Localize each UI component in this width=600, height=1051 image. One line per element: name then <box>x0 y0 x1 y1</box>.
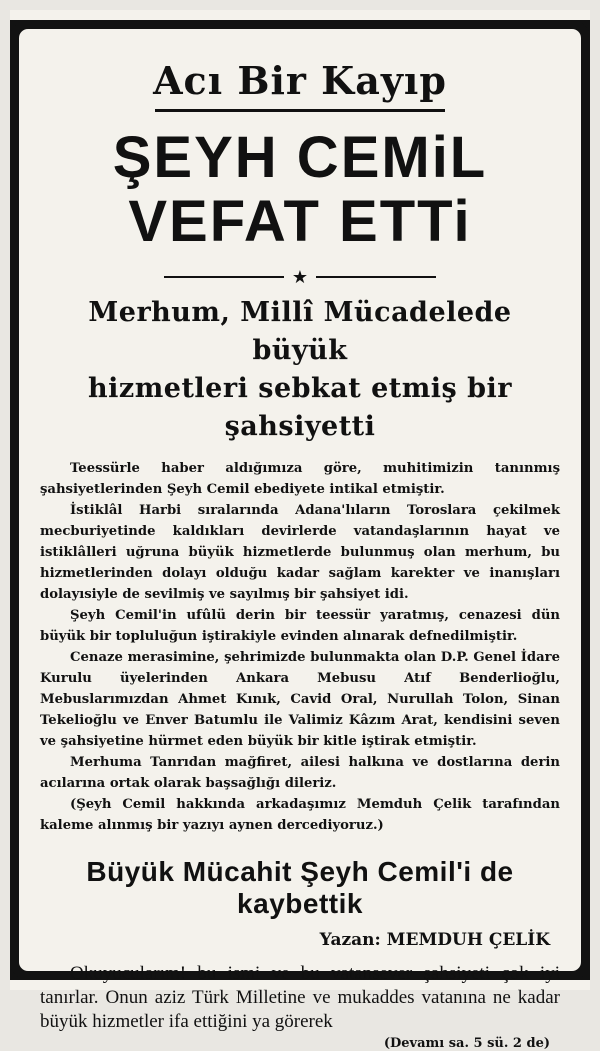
kicker-underline <box>155 109 445 112</box>
paragraph: Şeyh Cemil'in ufûlü derin bir teessür yaratmış, cenazesi dün büyük bir topluluğun iştirakiyle evinden alınarak defnedilmiştir. <box>40 608 560 644</box>
continuation-note: (Devamı sa. 5 sü. 2 de) <box>383 1036 550 1051</box>
byline: Yazan: MEMDUH ÇELİK <box>319 930 550 950</box>
divider-line <box>164 276 284 278</box>
border-right <box>581 28 590 972</box>
kicker: Acı Bir Kayıp <box>153 58 447 103</box>
headline <box>40 126 560 254</box>
article-body <box>40 458 560 836</box>
border-left <box>10 28 19 972</box>
star-icon: ★ <box>291 267 309 287</box>
second-article-body <box>40 962 560 1034</box>
paragraph: Teessürle haber aldığımıza göre, muhitimizin tanınmış şahsiyetlerinden Şeyh Cemil ebediyete intikal etmiştir. <box>40 461 560 497</box>
paragraph: Merhuma Tanrıdan mağfiret, ailesi halkına ve dostlarına derin acılarına ortak olarak başsağlığı dileriz. <box>40 755 560 791</box>
paragraph: İstiklâl Harbi sıralarında Adana'lıların Toroslara çekilmek mecburiyetinde kaldıkları devirlerde vatandaşlarının hayat ve istiklâlleri uğruna büyük hizmetlerde bulunmuş olan merhum, bu hizmetlerinden dolayı olduğu kadar sağlam karekter ve inanışları dolayısiyle de sevilmiş ve sayılmış bir şahsiyet idi. <box>40 503 560 602</box>
subheadline <box>40 294 560 446</box>
subheadline-line-2: hizmetleri sebkat etmiş bir şahsiyetti <box>87 373 513 442</box>
clipping-frame <box>10 10 590 1051</box>
paragraph: Okuyucularım! bu ismi ve bu vatansever şahsiyeti çok iyi tanırlar. Onun aziz Türk Milletine ve mukaddes vatanına ne kadar büyük hizmetler ifa ettiğini ya görerek <box>40 963 560 1032</box>
paragraph: (Şeyh Cemil hakkında arkadaşımız Memduh Çelik tarafından kaleme alınmış bir yazıyı aynen dercediyoruz.) <box>40 797 560 833</box>
star-divider <box>40 268 560 286</box>
article-content <box>40 50 560 1051</box>
headline-line-2: VEFAT ETTi <box>128 189 472 254</box>
second-article-title: Büyük Mücahit Şeyh Cemil'i de kaybettik <box>86 856 514 919</box>
border-top <box>10 20 590 29</box>
headline-line-1: ŞEYH CEMiL <box>112 125 488 190</box>
paragraph: Cenaze merasimine, şehrimizde bulunmakta olan D.P. Genel İdare Kurulu üyelerinden Ankara Mebusu Atıf Benderlioğlu, Mebuslarımızdan Ahmet Kınık, Cavid Oral, Nurullah Tolon, Sinan Tekelioğlu ve Enver Batumlu ile Valimiz Kâzım Arat, kendisini seven ve şahsiyetine hürmet eden büyük bir kitle iştirak etmiştir. <box>40 650 560 749</box>
border-corner <box>10 20 41 51</box>
subheadline-line-1: Merhum, Millî Mücadelede büyük <box>88 297 512 366</box>
divider-line <box>316 276 436 278</box>
